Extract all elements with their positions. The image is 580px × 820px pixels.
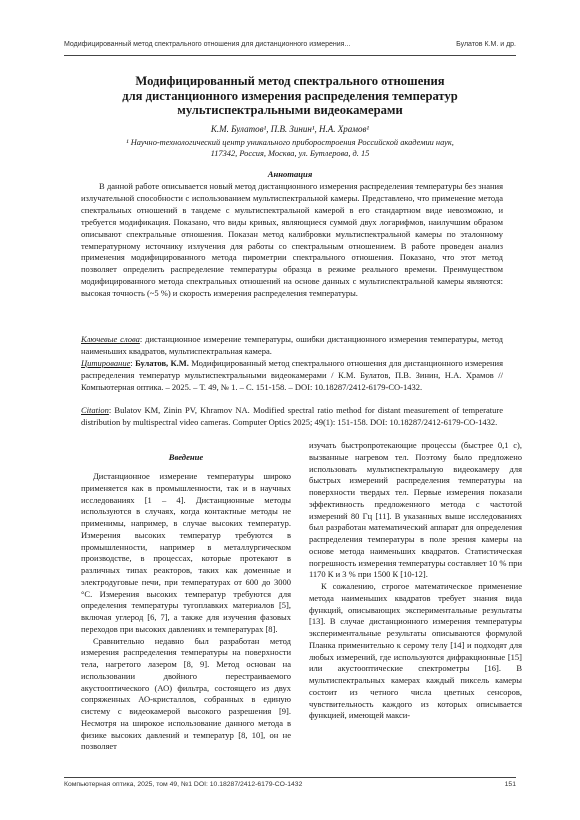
affiliation <box>64 137 516 159</box>
left-column <box>81 471 291 753</box>
keywords-text: : дистанционное измерение температуры, ошибки дистанционного измерения температуры, метод наименьших квадратов, мультиспектральная камера. <box>81 334 503 356</box>
footer-rule <box>64 777 516 778</box>
affiliation-line: 117342, Россия, Москва, ул. Бутлерова, д. 15 <box>210 149 370 159</box>
title-line: мультиспектральными видеокамерами <box>177 103 403 117</box>
paragraph: К сожалению, строгое математическое применение метода наименьших квадратов требует знания вида функций, описывающих экспериментальные результаты [13]. В случае дистанционного измерения температуры экспериментальные результаты описываются формулой Планка применительно к серому телу [14] и подходят для любых измерений, где используются дифракционные [15] или акустооптические спектрометры [16]. В мультиспектральных камерах каждый пиксель камеры состоит из четного числа цветных сенсоров, чувствительность каждого из которых описывается функцией, имеющей макси- <box>309 581 522 721</box>
section-heading-introduction: Введение <box>168 452 204 462</box>
paragraph: Дистанционное измерение температуры широко применяется как в промышленности, так и в научных исследованиях [1 – 4]. Дистанционные методы используются в случаях, когда контактные методы не применимы, например, в случае высоких температур. Измерения высоких температур требуются в промышленности, например в металлургическом производстве, в процессах, которые протекают в различных типах реакторов, таких как доменные и электродуговые печи, при температурах от 600 до 3000 °С. Измерения высоких температур требуются для определения температуры тугоплавких материалов [5], включая углерод [6, 7], а также для изучения фазовых переходов при высоких давлениях и температурах [8]. <box>81 471 291 634</box>
title-line: для дистанционного измерения распределения температур <box>122 88 458 103</box>
running-header-authors: Булатов К.М. и др. <box>456 41 516 48</box>
running-header <box>64 41 516 53</box>
abstract-text: В данной работе описывается новый метод дистанционного измерения распределения температуры без знания излучательной способности с использованием мультиспектральной камеры. Представлено, что применение метода спектральных отношений в тандеме с мультиспектральной камерой в его стандартном виде невозможно, и требуется модификация. Показано, что виды кривых, являющиеся суммой двух логарифмов, наилучшим образом описывают спектральные отношения. Показан метод калибровки мультиспектральной камеры по эталонному температурному источнику излучения для работы со спектральным отношением. В работе проведен анализ применения модифицированного метода пирометрии спектрального отношения. Показано, что этот метод позволяет определить распределение температуры образца в режиме реального времени. Преимуществом модифицированного метода спектральных отношений на основе данных с мультиспектральной камеры являются: высокая точность (~5 %) и скорость измерения распределения температуры. <box>81 181 503 299</box>
keywords-label: Ключевые слова <box>81 334 140 344</box>
footer-journal: Компьютерная оптика, 2025, том 49, №1 DOI: 10.18287/2412-6179-CO-1432 <box>64 781 303 788</box>
page-number: 151 <box>504 781 516 788</box>
keywords <box>81 334 503 358</box>
citation-en <box>81 405 503 429</box>
right-column <box>309 440 522 722</box>
paragraph: Сравнительно недавно был разработан метод измерения распределения температуры на поверхности тела, нагретого лазером [8, 9]. Метод основан на использовании двойного перестраиваемого акустооптического (АО) фильтра, состоящего из двух сопряженных АО-кристаллов, собранных в единую систему с видеокамерой высокого разрешения [9]. Несмотря на широкое использование данного метода в физике высоких давлений и температур [8, 10], он не позволяет <box>81 635 291 752</box>
article-title <box>64 74 516 118</box>
abstract <box>81 181 503 300</box>
citation-ru-text: Модифицированный метод спектрального отношения для дистанционного измерения распределения температур мультиспектральными видеокамерами / К.М. Булатов, П.В. Зинин, Н.А. Храмов // Компьютерная оптика. – 2025. – Т. 49, № 1. – С. 151-158. – DOI: 10.18287/2412-6179-CO-1432. <box>81 358 503 392</box>
citation-ru-authors: Булатов, К.М. <box>135 358 189 368</box>
header-rule <box>64 55 516 56</box>
title-line: Модифицированный метод спектрального отношения <box>135 74 445 88</box>
citation-en-text: : Bulatov KM, Zinin PV, Khramov NA. Modified spectral ratio method for distant measurement of temperature distribution by multispectral video cameras. Computer Optics 2025; 49(1): 151-158. DOI: 10.18287/2412-6179-CO-1432. <box>81 405 503 427</box>
abstract-heading: Аннотация <box>267 169 313 179</box>
affiliation-line: ¹ Научно-технологический центр уникального приборостроения Российской академии наук, <box>126 138 454 147</box>
citation-ru-colon: : <box>130 358 136 368</box>
page-footer <box>64 781 516 793</box>
citation-ru-label: Цитирование <box>81 358 131 368</box>
author-list: К.М. Булатов¹, П.В. Зинин¹, Н.А. Храмов¹ <box>210 124 370 134</box>
citation-ru <box>81 358 503 393</box>
paragraph: изучать быстропротекающие процессы (быстрее 0,1 с), вызванные нагревом тел. Поэтому было предложено использовать мультиспектральную видеокамеру для быстрых измерений распределения температуры на поверхности твердых тел. Первые измерения показали эффективность предложенного метода с частотой измерений 80 Гц [11]. В указанных выше исследованиях был разработан математический аппарат для определения распределения температуры в поле зрения камеры на основе метода наименьших квадратов. Статистическая погрешность измерения температуры составляет 10 % при 1170 К и 3 % при 1500 К [10-12]. <box>309 440 522 580</box>
citation-en-label: Citation <box>81 405 109 415</box>
running-header-title: Модифицированный метод спектрального отношения для дистанционного измерения... <box>64 41 351 48</box>
